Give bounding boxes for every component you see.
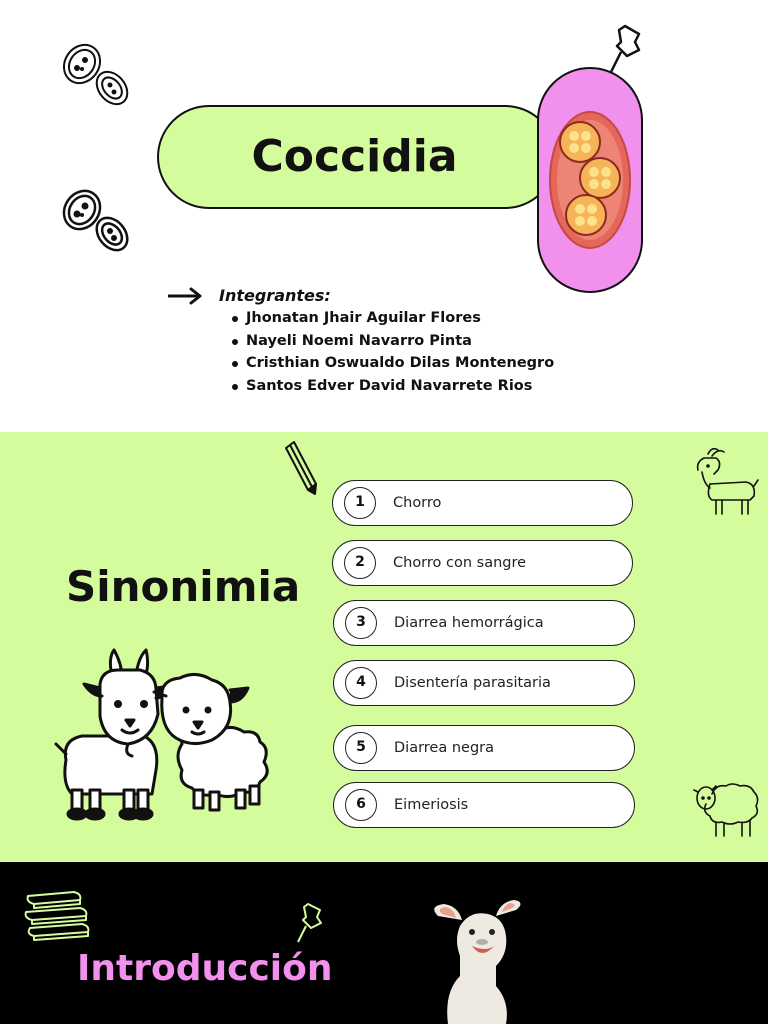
- list-item: Cristhian Oswualdo Dilas Montenegro: [230, 352, 554, 375]
- item-label: Chorro con sangre: [393, 555, 527, 571]
- item-label: Disentería parasitaria: [394, 675, 551, 691]
- goat-icon: [688, 444, 760, 520]
- coccidia-cell-icon: [548, 110, 632, 250]
- list-item: [333, 782, 635, 828]
- list-item: Jhonatan Jhair Aguilar Flores: [230, 307, 554, 330]
- item-number: 3: [345, 607, 377, 639]
- members-heading: Integrantes:: [219, 286, 331, 305]
- oocyst-icon: [60, 42, 132, 110]
- slide-coccidia: [0, 0, 768, 432]
- item-label: Chorro: [393, 495, 442, 511]
- item-label: Diarrea negra: [394, 740, 495, 756]
- goat-and-lamb-icon: [52, 644, 292, 826]
- pushpin-icon: [294, 900, 334, 946]
- list-item: [333, 600, 635, 646]
- list-item: Nayeli Noemi Navarro Pinta: [230, 330, 554, 353]
- item-number: 6: [345, 789, 377, 821]
- item-number: 5: [345, 732, 377, 764]
- item-number: 1: [344, 487, 376, 519]
- list-item: [332, 540, 633, 586]
- list-item: [333, 660, 635, 706]
- oocyst-icon: [60, 188, 132, 256]
- slide-introduccion: [0, 862, 768, 1024]
- sheep-icon: [692, 778, 762, 840]
- section-title: Introducción: [77, 948, 333, 989]
- item-label: Diarrea hemorrágica: [394, 615, 544, 631]
- pencil-icon: [282, 440, 322, 496]
- list-item: [332, 480, 633, 526]
- pushpin-icon: [605, 20, 653, 76]
- llama-icon: [424, 896, 528, 1024]
- arrow-right-icon: [167, 286, 203, 306]
- page-title: Coccidia: [251, 131, 458, 182]
- books-icon: [22, 886, 94, 942]
- members-list: [230, 307, 554, 398]
- list-item: Santos Edver David Navarrete Rios: [230, 375, 554, 398]
- item-number: 2: [344, 547, 376, 579]
- list-item: [333, 725, 635, 771]
- item-label: Eimeriosis: [394, 797, 469, 813]
- item-number: 4: [345, 667, 377, 699]
- slide-sinonimia: [0, 432, 768, 862]
- section-title: Sinonimia: [66, 562, 301, 611]
